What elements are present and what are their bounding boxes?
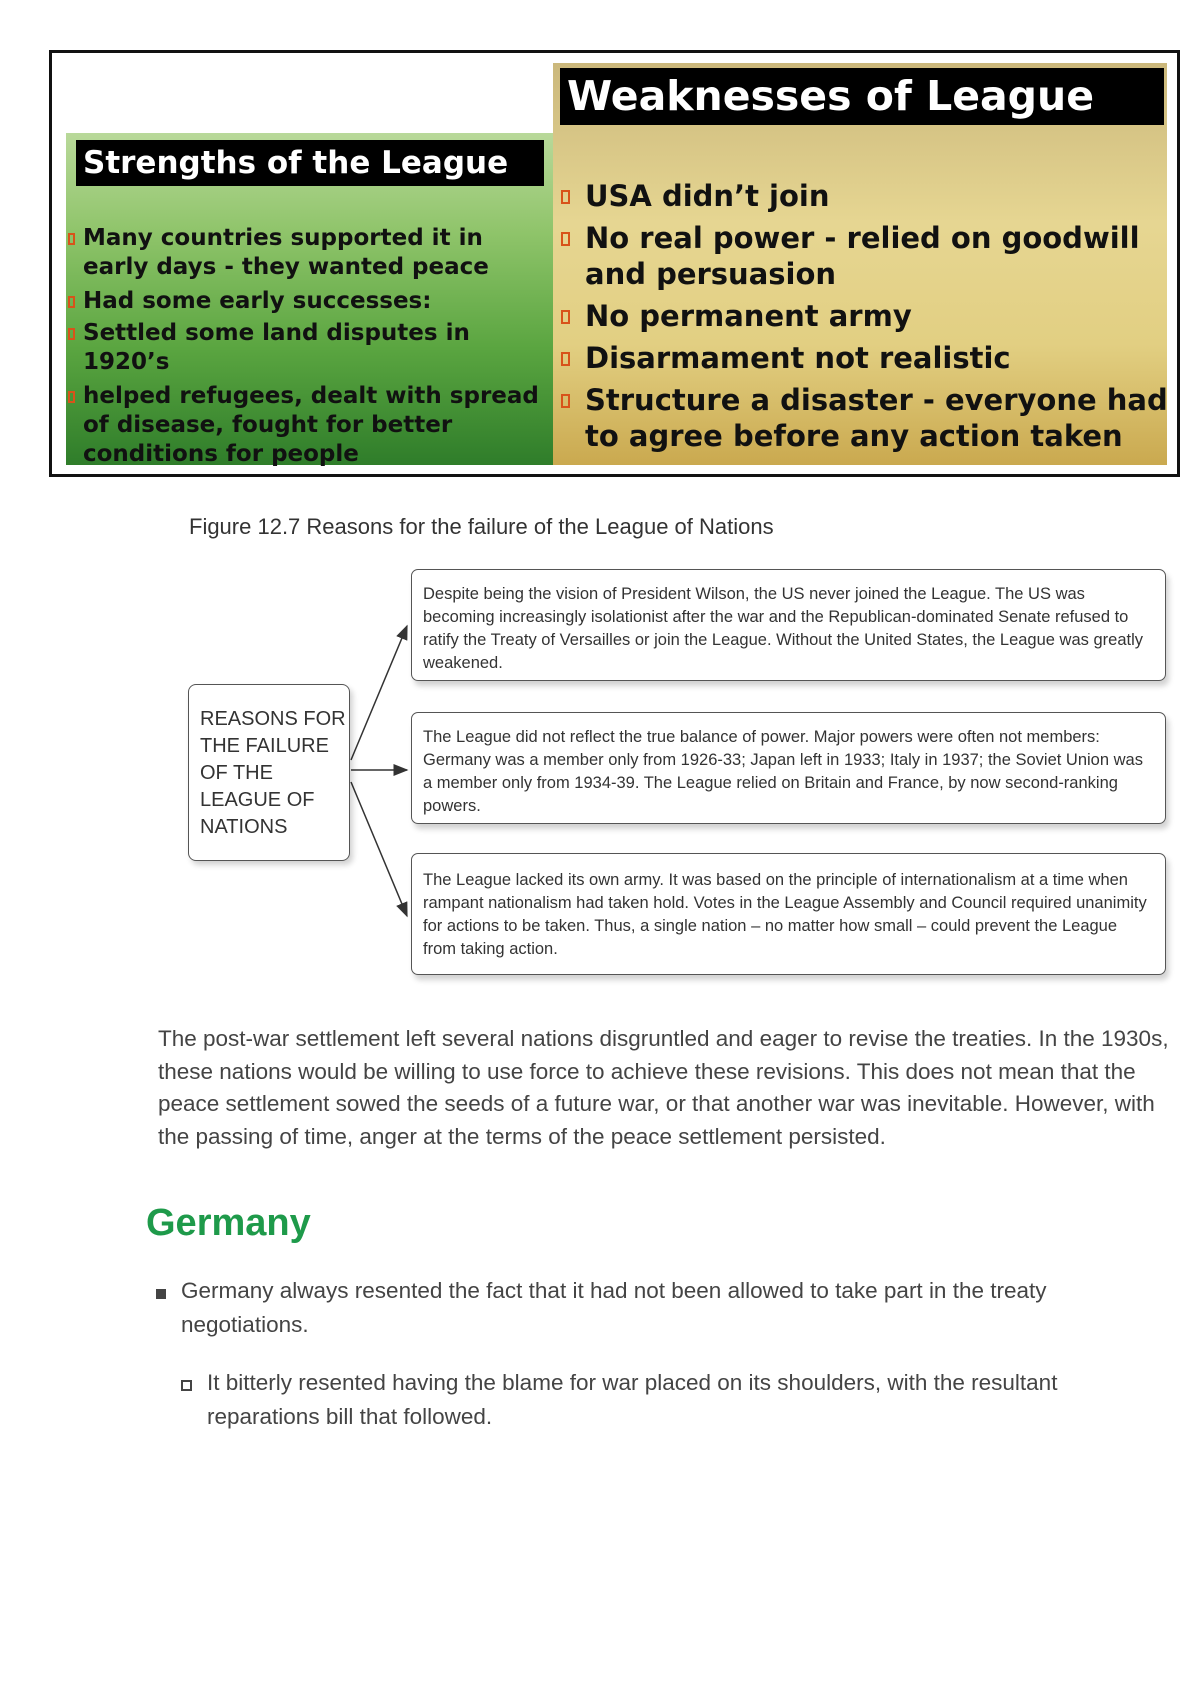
- weaknesses-title: Weaknesses of League: [560, 68, 1164, 125]
- square-bullet-icon: [156, 1289, 166, 1299]
- bullet-marker-icon: [561, 352, 570, 366]
- reasons-center-box: REASONS FOR THE FAILURE OF THE LEAGUE OF NATIONS: [188, 684, 350, 861]
- strengths-list: [83, 224, 553, 474]
- figure-caption: Figure 12.7 Reasons for the failure of the League of Nations: [189, 514, 774, 539]
- bullet-marker-icon: [561, 394, 570, 408]
- reason-box-balance-of-power: The League did not reflect the true balance of power. Major powers were often not members: Germany was a member only from 1926-33; Japan left in 1933; Italy in 1937; the Soviet Union was a member only from 1934-39. The League relied on Britain and France, by now second-ranking powers.: [411, 712, 1166, 824]
- weaknesses-item: Structure a disaster - everyone had to agree before any action taken: [585, 382, 1170, 454]
- section-heading-germany: Germany: [146, 1202, 311, 1244]
- arrow-to-box-3: [351, 782, 407, 916]
- strengths-item: Settled some land disputes in 1920’s: [83, 319, 553, 377]
- bullet-item: Germany always resented the fact that it had not been allowed to take part in the treaty negotiations.: [181, 1278, 1047, 1337]
- weaknesses-item: Disarmament not realistic: [585, 340, 1170, 376]
- reason-box-no-army: The League lacked its own army. It was based on the principle of internationalism at a time when rampant nationalism had taken hold. Votes in the League Assembly and Council required unanimity for actions to be taken. Thus, a single nation – no matter how small – could prevent the League from taking action.: [411, 853, 1166, 975]
- hollow-square-bullet-icon: [181, 1380, 192, 1391]
- bullet-marker-icon: [68, 391, 75, 403]
- body-paragraph: The post-war settlement left several nations disgruntled and eager to revise the treaties. In the 1930s, these nations would be willing to use force to achieve these revisions. This does not mean that the peace settlement sowed the seeds of a future war, or that another war was inevitable. However, with the passing of time, anger at the terms of the peace settlement persisted.: [158, 1026, 1169, 1149]
- bullet-marker-icon: [68, 328, 75, 340]
- strengths-panel: [66, 133, 553, 465]
- reason-box-us-not-joining: Despite being the vision of President Wilson, the US never joined the League. The US was becoming increasingly isolationist after the war and the Republican-dominated Senate refused to ratify the Treaty of Versailles or join the League. Without the United States, the League was greatly weakened.: [411, 569, 1166, 681]
- league-summary-slide: [49, 50, 1180, 477]
- strengths-item: Many countries supported it in early days - they wanted peace: [83, 224, 553, 282]
- bullet-marker-icon: [561, 190, 570, 204]
- bullet-marker-icon: [561, 232, 570, 246]
- bullet-marker-icon: [561, 310, 570, 324]
- strengths-title: Strengths of the League: [76, 140, 544, 186]
- weaknesses-item: No real power - relied on goodwill and persuasion: [585, 220, 1170, 292]
- bullet-marker-icon: [68, 296, 75, 308]
- weaknesses-list: [585, 178, 1170, 460]
- sub-bullet-item: It bitterly resented having the blame for war placed on its shoulders, with the resultant reparations bill that followed.: [207, 1370, 1058, 1429]
- weaknesses-item: No permanent army: [585, 298, 1170, 334]
- strengths-item: helped refugees, dealt with spread of disease, fought for better conditions for people: [83, 382, 553, 469]
- weaknesses-item: USA didn’t join: [585, 178, 1170, 214]
- bullet-marker-icon: [68, 233, 75, 245]
- arrow-to-box-1: [351, 626, 407, 760]
- weaknesses-panel: [553, 63, 1167, 465]
- strengths-item: Had some early successes:: [83, 287, 553, 316]
